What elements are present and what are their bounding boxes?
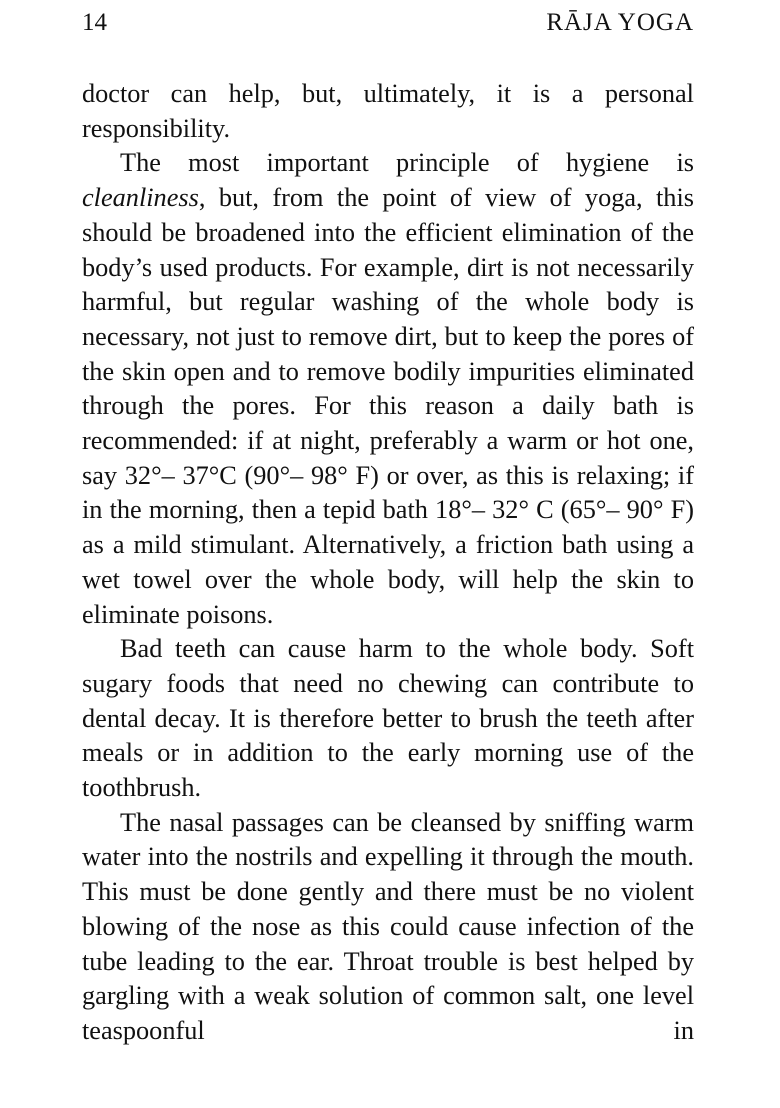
paragraph-nasal: [82, 806, 694, 1049]
paragraph-text: doctor can help, but, ultimately, it is a personal responsibility.: [82, 79, 694, 143]
paragraph-hygiene: [82, 146, 694, 632]
paragraph-text: Bad teeth can cause harm to the whole body. Soft sugary foods that need no chewing can contribute to dental decay. It is therefore better to brush the teeth after meals or in addition to the early morning use of the toothbrush.: [82, 634, 694, 803]
paragraph-text-start: The most important principle of hygiene is: [120, 148, 694, 178]
page-number: 14: [82, 9, 107, 36]
paragraph-text: The nasal passages can be cleansed by sniffing warm water into the nostrils and expelling it through the mouth. This must be done gently and there must be no violent blowing of the nose as this could cause infection of the tube leading to the ear. Throat trouble is best helped by gargling with a weak solution of common salt, one level teaspoonful in: [82, 807, 694, 1045]
emphasis-cleanliness: cleanliness: [82, 183, 199, 213]
running-head: [82, 8, 694, 38]
book-page: [82, 0, 694, 1108]
book-title: RĀJA YOGA: [546, 9, 694, 36]
paragraph-teeth: [82, 632, 694, 806]
paragraph-continued: [82, 77, 694, 146]
paragraph-text-rest: , but, from the point of view of yoga, this should be broadened into the efficient elimination of the body’s used products. For example, dirt is not necessarily harmful, but regular washing of the whole body is necessary, not just to remove dirt, but to keep the pores of the skin open and to remove bodily impurities eliminated through the pores. For this reason a daily bath is recommended: if at night, preferably a warm or hot one, say 32°– 37°C (90°– 98° F) or over, as this is relaxing; if in the morning, then a tepid bath 18°– 32° C (65°– 90° F) as a mild stimulant. Alternatively, a friction bath using a wet towel over the whole body, will help the skin to eliminate poisons.: [82, 183, 694, 629]
body-text: [82, 77, 694, 1049]
